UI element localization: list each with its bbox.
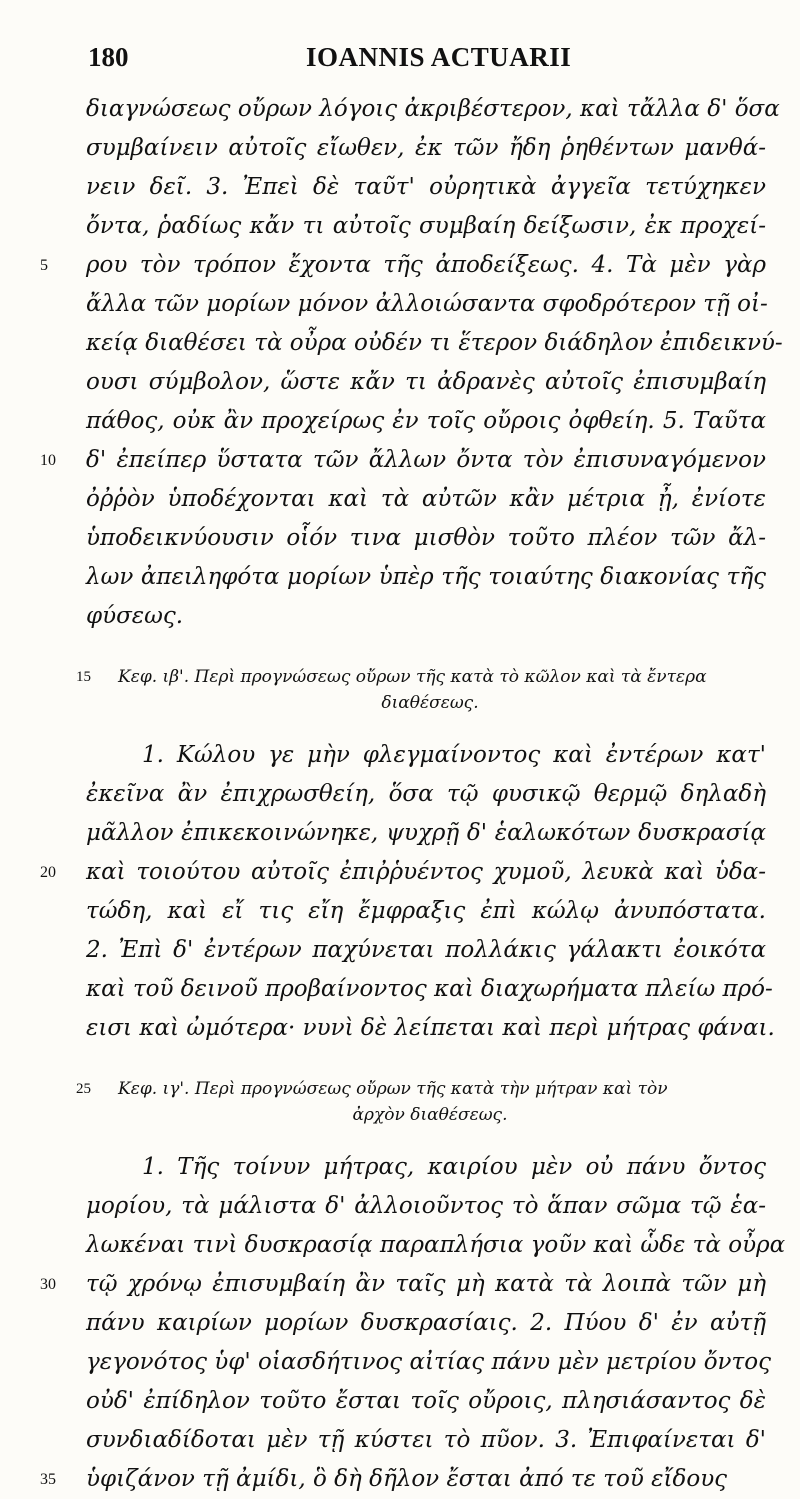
- line-number: 5: [40, 257, 48, 274]
- paragraph-2: [0, 736, 800, 1048]
- line-text: συνδιαδίδοται μὲν τῇ κύστει τὸ πῦον. 3. Ἐπιφαίνεται δ': [86, 1427, 766, 1453]
- line-text: δ' ἐπείπερ ὕστατα τῶν ἄλλων ὄντα τὸν ἐπισυναγόμενον: [86, 447, 766, 473]
- text-line: [0, 931, 800, 970]
- text-line: [0, 285, 800, 324]
- chapter-title-cont: διαθέσεως.: [381, 693, 479, 713]
- text-line: [0, 324, 800, 363]
- line-number: 25: [76, 1081, 91, 1097]
- line-text: ὑποδεικνύουσιν οἷόν τινα μισθὸν τοῦτο πλέον τῶν ἄλ-: [86, 525, 766, 551]
- text-line: [0, 519, 800, 558]
- text-line: [0, 363, 800, 402]
- line-text: ὑφιζάνον τῇ ἀμίδι, ὃ δὴ δῆλον ἔσται ἀπό τε τοῦ εἴδους: [86, 1466, 728, 1492]
- text-line: [0, 1009, 800, 1048]
- text-line: [0, 597, 800, 636]
- paragraph-1: [0, 90, 800, 636]
- paragraph-3: [0, 1148, 800, 1499]
- chapter-title-cont: ἀρχὸν διαθέσεως.: [352, 1105, 508, 1125]
- line-number: 10: [40, 452, 56, 469]
- line-text: λωκέναι τινὶ δυσκρασίᾳ παραπλήσια γοῦν καὶ ὧδε τὰ οὖρα: [86, 1232, 786, 1258]
- line-text: γεγονότος ὑφ' οἱασδήτινος αἰτίας πάνυ μὲν μετρίου ὄντος: [86, 1349, 771, 1375]
- line-number: 20: [40, 864, 56, 881]
- text-line: [0, 775, 800, 814]
- page-number: 180: [88, 42, 129, 72]
- chapter-title: Κεφ. ιβ'. Περὶ προγνώσεως οὔρων τῆς κατὰ τὸ κῶλον καὶ τὰ ἔντερα: [118, 667, 707, 687]
- line-text: νειν δεῖ. 3. Ἐπεὶ δὲ ταῦτ' οὐρητικὰ ἀγγεῖα τετύχηκεν: [86, 174, 766, 200]
- text-line: [0, 1304, 800, 1343]
- line-text: λων ἀπειληφότα μορίων ὑπὲρ τῆς τοιαύτης διακονίας τῆς: [86, 564, 766, 590]
- text-line: [0, 853, 800, 892]
- line-number: 30: [40, 1276, 56, 1293]
- main-text: [0, 90, 800, 1499]
- line-text: ὀῤῥὸν ὑποδέχονται καὶ τὰ αὐτῶν κἂν μέτρια ᾖ, ἐνίοτε: [86, 486, 766, 512]
- line-text: εισι καὶ ὠμότερα· νυνὶ δὲ λείπεται καὶ περὶ μήτρας φάναι.: [86, 1015, 775, 1041]
- chapter-heading-12: [0, 664, 800, 690]
- text-line: [0, 480, 800, 519]
- line-text: ἄλλα τῶν μορίων μόνον ἀλλοιώσαντα σφοδρότερον τῇ οἰ-: [86, 291, 768, 317]
- line-text: ρου τὸν τρόπον ἔχοντα τῆς ἀποδείξεως. 4. Τὰ μὲν γὰρ: [86, 252, 766, 278]
- line-text: 2. Ἐπὶ δ' ἐντέρων παχύνεται πολλάκις γάλακτι ἐοικότα: [86, 937, 766, 963]
- line-text: καὶ τοιούτου αὐτοῖς ἐπιῤῥυέντος χυμοῦ, λευκὰ καὶ ὑδα-: [86, 859, 766, 885]
- line-text: διαγνώσεως οὔρων λόγοις ἀκριβέστερον, καὶ τἄλλα δ' ὅσα: [86, 96, 780, 122]
- text-line: [0, 1265, 800, 1304]
- text-line: [0, 736, 800, 775]
- text-line: [0, 441, 800, 480]
- line-text: πάθος, οὐκ ἂν προχείρως ἐν τοῖς οὔροις ὀφθείη. 5. Ταῦτα: [86, 408, 766, 434]
- text-line: [0, 814, 800, 853]
- text-line: [0, 558, 800, 597]
- line-text: πάνυ καιρίων μορίων δυσκρασίαις. 2. Πύου δ' ἐν αὐτῇ: [86, 1310, 766, 1336]
- line-text: καὶ τοῦ δεινοῦ προβαίνοντος καὶ διαχωρήματα πλείω πρό-: [86, 976, 773, 1002]
- line-text: μᾶλλον ἐπικεκοινώνηκε, ψυχρῇ δ' ἑαλωκότων δυσκρασίᾳ: [86, 820, 766, 846]
- line-text: τῷ χρόνῳ ἐπισυμβαίη ἂν ταῖς μὴ κατὰ τὰ λοιπὰ τῶν μὴ: [86, 1271, 766, 1297]
- running-head: IOANNIS ACTUARII: [306, 42, 572, 72]
- chapter-heading-13: [0, 1076, 800, 1102]
- line-text: 1. Κώλου γε μὴν φλεγμαίνοντος καὶ ἐντέρων κατ': [142, 742, 766, 768]
- line-text: κείᾳ διαθέσει τὰ οὖρα οὐδέν τι ἕτερον διάδηλον ἐπιδεικνύ-: [86, 330, 783, 356]
- text-line: [0, 90, 800, 129]
- line-text: φύσεως.: [86, 603, 184, 629]
- text-line: [0, 1226, 800, 1265]
- line-text: ἐκεῖνα ἂν ἐπιχρωσθείη, ὅσα τῷ φυσικῷ θερμῷ δηλαδὴ: [86, 781, 766, 807]
- line-number: 15: [76, 669, 91, 685]
- chapter-title: Κεφ. ιγ'. Περὶ προγνώσεως οὔρων τῆς κατὰ τὴν μήτραν καὶ τὸν: [118, 1079, 668, 1099]
- text-line: [0, 1148, 800, 1187]
- text-line: [0, 1187, 800, 1226]
- text-line: [0, 168, 800, 207]
- line-text: 1. Τῆς τοίνυν μήτρας, καιρίου μὲν οὐ πάνυ ὄντος: [142, 1154, 766, 1180]
- text-line: [0, 970, 800, 1009]
- text-line: [0, 207, 800, 246]
- text-line: [0, 129, 800, 168]
- text-line: [0, 1421, 800, 1460]
- line-text: συμβαίνειν αὐτοῖς εἴωθεν, ἐκ τῶν ἤδη ῥηθέντων μανθά-: [86, 135, 766, 161]
- line-number: 35: [40, 1471, 56, 1488]
- text-line: [0, 892, 800, 931]
- line-text: τώδη, καὶ εἴ τις εἴη ἔμφραξις ἐπὶ κώλῳ ἀνυπόστατα.: [86, 898, 766, 924]
- line-text: μορίου, τὰ μάλιστα δ' ἀλλοιοῦντος τὸ ἅπαν σῶμα τῷ ἑα-: [86, 1193, 766, 1219]
- line-text: ουσι σύμβολον, ὥστε κἄν τι ἀδρανὲς αὐτοῖς ἐπισυμβαίη: [86, 369, 766, 395]
- text-line: [0, 1343, 800, 1382]
- line-text: ὄντα, ῥαδίως κἄν τι αὐτοῖς συμβαίη δείξωσιν, ἐκ προχεί-: [86, 213, 766, 239]
- text-line: [0, 402, 800, 441]
- page-header: [78, 36, 760, 86]
- text-line: [0, 246, 800, 285]
- line-text: οὐδ' ἐπίδηλον τοῦτο ἔσται τοῖς οὔροις, πλησιάσαντος δὲ: [86, 1388, 766, 1414]
- text-line: [0, 1460, 800, 1499]
